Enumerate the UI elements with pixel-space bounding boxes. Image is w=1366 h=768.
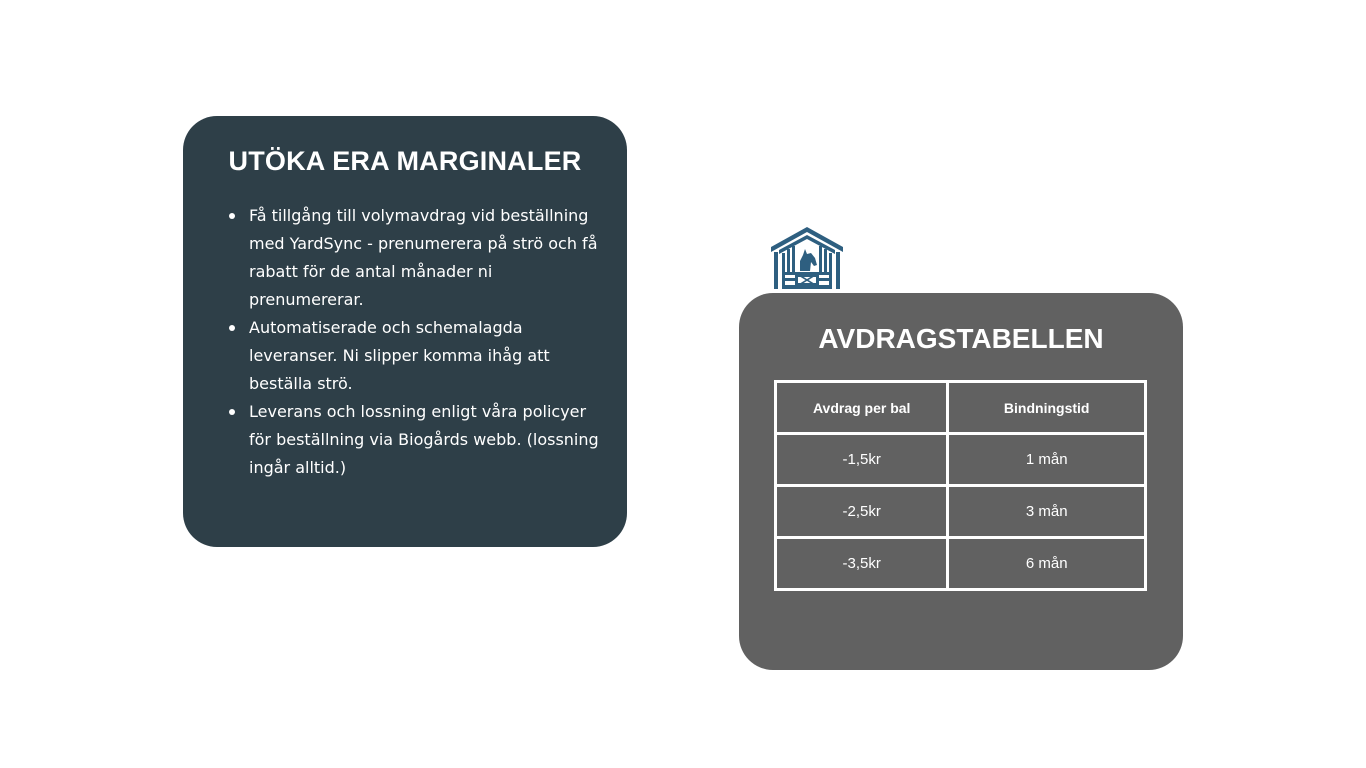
binding-period-cell: 6 mån [948, 538, 1146, 590]
column-header-deduction: Avdrag per bal [776, 382, 948, 434]
table-row [776, 486, 1146, 538]
benefit-text: Leverans och lossning enligt våra policyer för beställning via Biogårds webb. (lossning ingår alltid.) [249, 402, 599, 477]
deduction-card-title: AVDRAGSTABELLEN [818, 323, 1104, 354]
horse-stable-icon [771, 227, 843, 289]
deduction-table [774, 380, 1147, 591]
bullet-icon [229, 213, 235, 219]
column-header-binding-period: Bindningstid [948, 382, 1146, 434]
benefit-item [249, 202, 601, 314]
bullet-icon [229, 409, 235, 415]
benefit-text: Få tillgång till volymavdrag vid beställning med YardSync - prenumerera på strö och få rabatt för de antal månader ni prenumererar. [249, 206, 598, 309]
deduction-cell: -1,5kr [776, 434, 948, 486]
benefit-item [249, 398, 601, 482]
table-header-row [776, 382, 1146, 434]
margins-card-title: UTÖKA ERA MARGINALER [228, 146, 582, 176]
deduction-cell: -3,5kr [776, 538, 948, 590]
binding-period-cell: 3 mån [948, 486, 1146, 538]
margins-card [183, 116, 627, 547]
benefit-item [249, 314, 601, 398]
binding-period-cell: 1 mån [948, 434, 1146, 486]
deduction-cell: -2,5kr [776, 486, 948, 538]
table-row [776, 434, 1146, 486]
deduction-card [739, 293, 1183, 670]
benefit-text: Automatiserade och schemalagda leveranser. Ni slipper komma ihåg att beställa strö. [249, 318, 550, 393]
bullet-icon [229, 325, 235, 331]
table-row [776, 538, 1146, 590]
benefits-list [249, 202, 601, 482]
